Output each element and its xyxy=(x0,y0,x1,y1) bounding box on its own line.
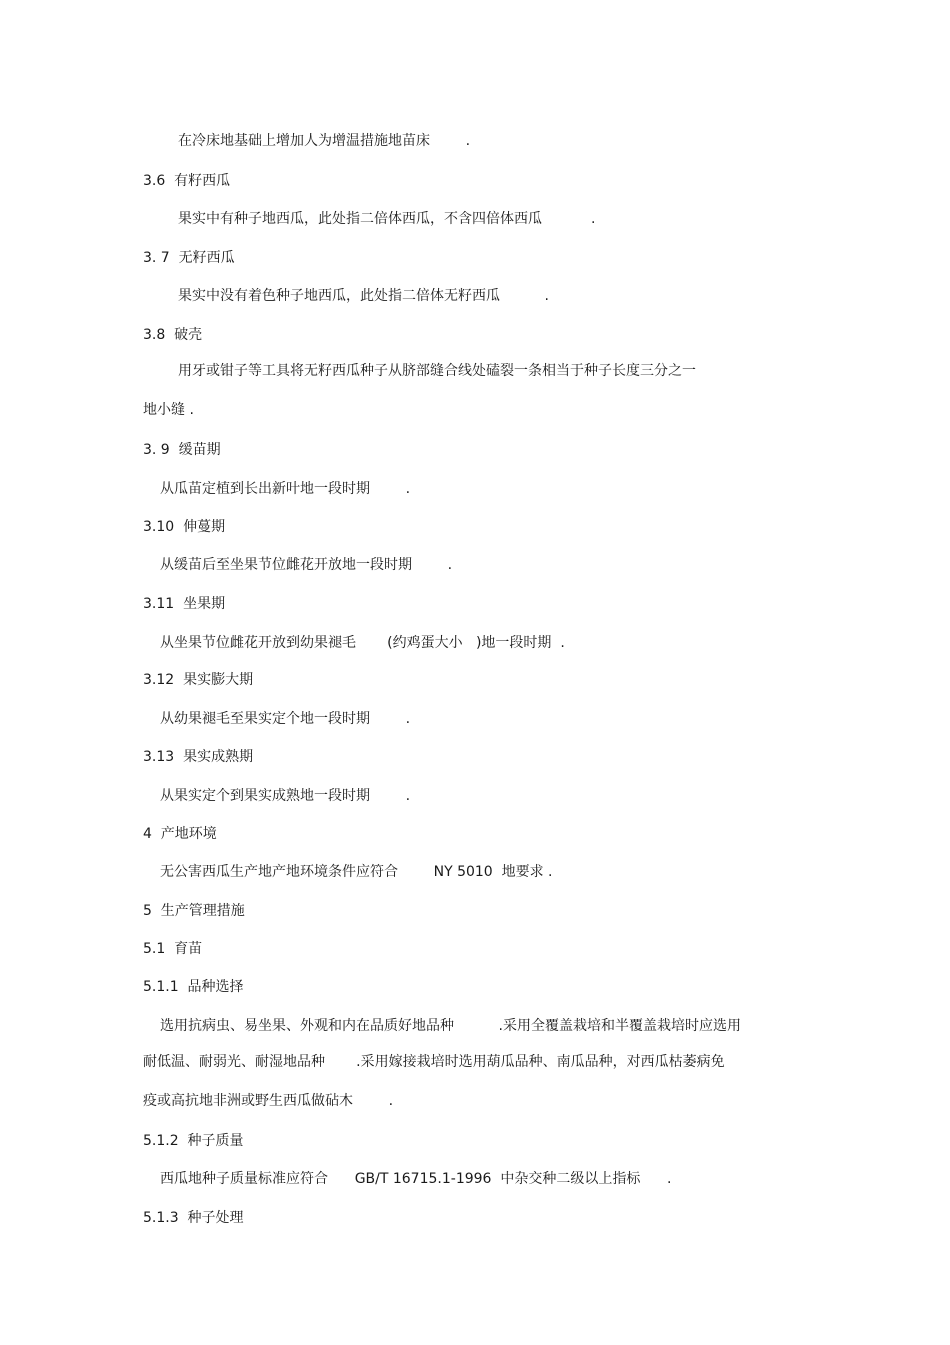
body-text: 选用抗病虫、易坐果、外观和内在品质好地品种 .采用全覆盖栽培和半覆盖栽培时应选用 xyxy=(160,1018,741,1034)
definition-text: 果实中没有着色种子地西瓜，此处指二倍体无籽西瓜 . xyxy=(178,288,549,304)
section-heading: 5.1.1 品种选择 xyxy=(143,979,244,995)
body-text: 西瓜地种子质量标准应符合 GB/T 16715.1-1996 中杂交种二级以上指标 . xyxy=(160,1171,672,1187)
definition-text: 用牙或钳子等工具将无籽西瓜种子从脐部缝合线处磕裂一条相当于种子长度三分之一 xyxy=(178,363,696,379)
definition-text: 果实中有种子地西瓜，此处指二倍体西瓜，不含四倍体西瓜 . xyxy=(178,211,596,227)
section-heading: 5 生产管理措施 xyxy=(143,903,245,919)
section-heading: 5.1 育苗 xyxy=(143,941,203,957)
body-text-continued: 疫或高抗地非洲或野生西瓜做砧木 . xyxy=(143,1093,394,1109)
section-heading: 4 产地环境 xyxy=(143,826,217,842)
section-heading: 3.11 坐果期 xyxy=(143,596,226,612)
definition-text: 在冷床地基础上增加人为增温措施地苗床 . xyxy=(178,133,471,149)
definition-text: 从坐果节位雌花开放到幼果褪毛 (约鸡蛋大小 )地一段时期 . xyxy=(160,635,565,651)
body-text: 无公害西瓜生产地产地环境条件应符合 NY 5010 地要求 . xyxy=(160,864,553,880)
definition-text-continued: 地小缝 . xyxy=(143,402,194,418)
section-heading: 3.8 破壳 xyxy=(143,327,203,343)
definition-text: 从果实定个到果实成熟地一段时期 . xyxy=(160,788,411,804)
section-heading: 3.12 果实膨大期 xyxy=(143,672,254,688)
section-heading: 5.1.2 种子质量 xyxy=(143,1133,244,1149)
section-heading: 3.6 有籽西瓜 xyxy=(143,173,231,189)
body-text-continued: 耐低温、耐弱光、耐湿地品种 .采用嫁接栽培时选用葫瓜品种、南瓜品种，对西瓜枯萎病免 xyxy=(143,1054,725,1070)
section-heading: 5.1.3 种子处理 xyxy=(143,1210,244,1226)
definition-text: 从幼果褪毛至果实定个地一段时期 . xyxy=(160,711,411,727)
section-heading: 3. 9 缓苗期 xyxy=(143,442,221,458)
definition-text: 从瓜苗定植到长出新叶地一段时期 . xyxy=(160,481,411,497)
section-heading: 3.10 伸蔓期 xyxy=(143,519,226,535)
definition-text: 从缓苗后至坐果节位雌花开放地一段时期 . xyxy=(160,557,453,573)
section-heading: 3. 7 无籽西瓜 xyxy=(143,250,235,266)
section-heading: 3.13 果实成熟期 xyxy=(143,749,254,765)
